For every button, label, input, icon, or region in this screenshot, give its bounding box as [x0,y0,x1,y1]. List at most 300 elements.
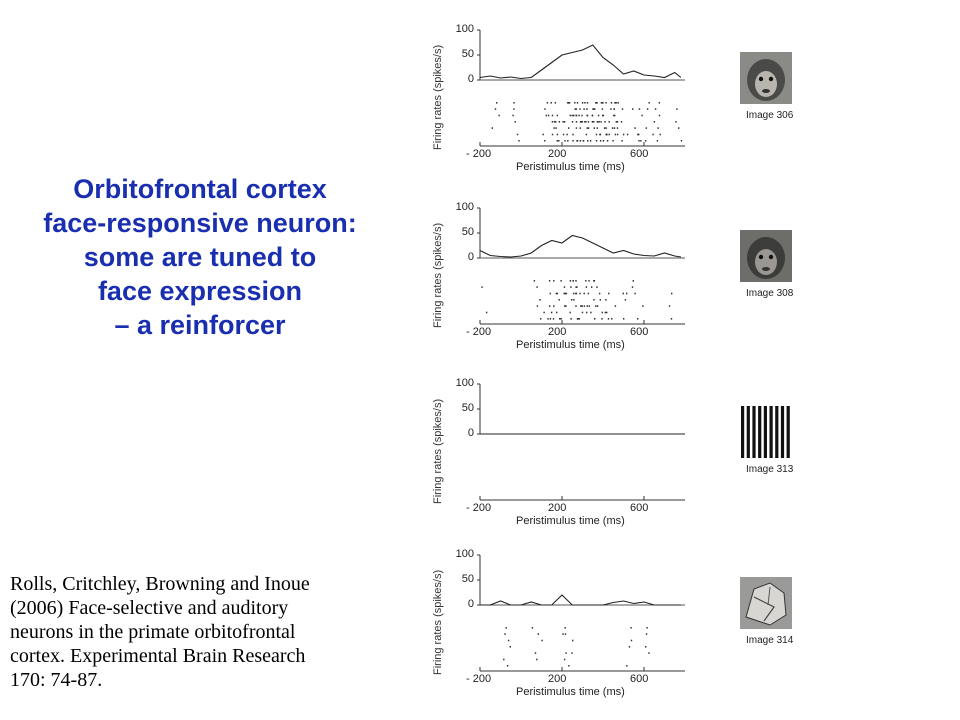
spike-mark [510,646,511,648]
spike-mark [508,640,509,642]
spike-mark [566,293,567,295]
spike-mark [634,293,635,295]
citation-line: 170: 74-87. [10,669,103,691]
spike-mark [577,102,578,104]
x-tick-label: 200 [548,673,567,685]
x-tick-label: - 200 [466,673,492,685]
spike-mark [583,108,584,110]
spike-mark [559,299,560,301]
spike-mark [631,640,632,642]
spike-mark [553,305,554,307]
spike-mark [606,312,607,314]
spike-mark [547,102,548,104]
grating-bar [764,406,767,458]
spike-mark [586,134,587,136]
spike-mark [581,121,582,123]
spike-mark [560,280,561,282]
spike-mark [555,121,556,123]
spike-mark [555,127,556,129]
spike-mark [597,127,598,129]
spike-mark [572,121,573,123]
spike-mark [598,115,599,117]
spike-mark [640,140,641,142]
spike-mark [543,134,544,136]
spike-mark [632,286,633,288]
spike-mark [617,134,618,136]
spike-mark [659,115,660,117]
spike-mark [570,318,571,320]
x-axis-label: Peristimulus time (ms) [516,686,625,698]
spike-mark [621,140,622,142]
spike-mark [616,121,617,123]
spike-mark [641,115,642,117]
spike-mark [614,108,615,110]
spike-mark [583,140,584,142]
spike-mark [626,293,627,295]
spike-mark [580,127,581,129]
spike-mark [669,305,670,307]
x-axis-label: Peristimulus time (ms) [516,339,625,351]
spike-mark [564,286,565,288]
x-tick-label: 600 [630,502,649,514]
spike-mark [540,318,541,320]
spike-mark [534,280,535,282]
stimulus-graphic [740,52,792,104]
spike-mark [535,652,536,654]
spike-raster [503,627,650,667]
y-tick-label: 0 [467,598,474,610]
x-tick-label: - 200 [466,326,492,338]
y-tick-label: 0 [467,73,474,85]
psth-panel [410,543,794,713]
spike-mark [582,305,583,307]
spike-mark [564,121,565,123]
spike-mark [671,318,672,320]
spike-mark [559,318,560,320]
spike-mark [549,280,550,282]
stimulus-caption: Image 306 [746,110,794,121]
spike-mark [602,108,603,110]
spike-mark [576,127,577,129]
spike-mark [575,286,576,288]
spike-mark [585,121,586,123]
spike-mark [572,134,573,136]
spike-mark [562,121,563,123]
spike-mark [654,121,655,123]
spike-mark [649,102,650,104]
spike-mark [605,102,606,104]
spike-mark [571,652,572,654]
spike-mark [615,134,616,136]
spike-mark [603,115,604,117]
eye [759,255,763,259]
x-tick-label: 600 [630,148,649,160]
spike-mark [571,299,572,301]
spike-raster [481,280,672,320]
spike-mark [577,318,578,320]
spike-mark [580,140,581,142]
spike-mark [623,134,624,136]
spike-mark [515,121,516,123]
spike-mark [570,312,571,314]
stimulus-image [740,52,792,104]
spike-mark [589,305,590,307]
spike-mark [565,633,566,635]
spike-mark [590,312,591,314]
spike-mark [592,121,593,123]
spike-mark [573,293,574,295]
spike-mark [634,127,635,129]
spike-mark [587,102,588,104]
spike-mark [646,627,647,629]
spike-mark [503,659,504,661]
grating-bar [787,406,790,458]
spike-mark [596,286,597,288]
spike-mark [579,318,580,320]
spike-mark [569,102,570,104]
spike-mark [611,102,612,104]
spike-mark [546,115,547,117]
spike-mark [600,140,601,142]
spike-mark [582,102,583,104]
spike-mark [602,312,603,314]
spike-mark [573,115,574,117]
spike-mark [548,115,549,117]
citation [10,572,390,692]
spike-mark [585,280,586,282]
firing-rate-line [480,595,681,605]
spike-mark [517,134,518,136]
x-axis-label: Peristimulus time (ms) [516,161,625,173]
grating-bar [741,406,744,458]
spike-mark [647,108,648,110]
spike-mark [646,127,647,129]
spike-mark [604,121,605,123]
spike-mark [538,633,539,635]
spike-mark [557,134,558,136]
spike-mark [536,286,537,288]
spike-mark [603,140,604,142]
spike-raster [492,102,683,142]
spike-mark [492,127,493,129]
spike-mark [550,318,551,320]
spike-mark [536,659,537,661]
spike-mark [659,102,660,104]
psth-panel [410,372,794,542]
spike-mark [572,140,573,142]
spike-mark [595,305,596,307]
spike-mark [576,140,577,142]
spike-mark [597,121,598,123]
spike-mark [605,312,606,314]
spike-mark [570,280,571,282]
spike-mark [598,121,599,123]
spike-mark [565,652,566,654]
eye [769,255,773,259]
eye [769,77,773,81]
spike-mark [652,134,653,136]
spike-mark [601,318,602,320]
spike-mark [556,293,557,295]
spike-mark [593,280,594,282]
spike-mark [555,102,556,104]
spike-mark [576,121,577,123]
spike-mark [612,127,613,129]
spike-mark [594,127,595,129]
stimulus-caption: Image 313 [746,464,794,475]
y-axis-label: Firing rates (spikes/s) [432,44,444,150]
y-axis-label: Firing rates (spikes/s) [432,569,444,675]
spike-mark [552,134,553,136]
spike-mark [568,127,569,129]
spike-mark [671,293,672,295]
citation-line: cortex. Experimental Brain Research [10,645,306,667]
spike-mark [549,305,550,307]
spike-mark [513,108,514,110]
spike-mark [655,108,656,110]
grating-bar [781,406,784,458]
spike-mark [611,318,612,320]
spike-mark [512,115,513,117]
stimulus-graphic [740,577,792,629]
spike-mark [638,134,639,136]
grating-bar [770,406,773,458]
spike-mark [618,102,619,104]
title-line: Orbitofrontal cortex [73,174,327,204]
spike-mark [557,140,558,142]
spike-mark [609,121,610,123]
spike-mark [543,312,544,314]
grating-bar [758,406,761,458]
slide-title [0,172,400,342]
spike-mark [608,318,609,320]
stimulus-image [740,406,792,458]
y-axis-label: Firing rates (spikes/s) [432,222,444,328]
spike-mark [575,108,576,110]
y-tick-label: 0 [467,251,474,263]
spike-mark [564,140,565,142]
y-tick-label: 100 [455,201,474,213]
firing-rate-line [480,45,681,79]
spike-mark [681,140,682,142]
citation-line: Rolls, Critchley, Browning and Inoue [10,573,310,595]
spike-mark [573,280,574,282]
spike-mark [610,108,611,110]
spike-mark [567,140,568,142]
spike-mark [638,140,639,142]
spike-mark [576,293,577,295]
spike-mark [660,134,661,136]
eye [759,77,763,81]
spike-mark [597,305,598,307]
mouth [762,89,770,93]
y-tick-label: 100 [455,23,474,35]
spike-mark [574,102,575,104]
spike-mark [614,127,615,129]
spike-mark [604,127,605,129]
spike-mark [550,293,551,295]
spike-mark [600,121,601,123]
stimulus-graphic [740,406,792,458]
spike-mark [623,293,624,295]
spike-mark [615,305,616,307]
firing-rate-line [480,236,681,258]
spike-mark [609,134,610,136]
spike-mark [481,286,482,288]
spike-mark [584,293,585,295]
stimulus-graphic [740,230,792,282]
spike-mark [586,312,587,314]
stimulus-caption: Image 314 [746,635,794,646]
spike-mark [608,293,609,295]
spike-mark [559,121,560,123]
spike-mark [564,293,565,295]
spike-mark [614,102,615,104]
spike-mark [642,305,643,307]
grating-bar [747,406,750,458]
spike-mark [541,640,542,642]
spike-mark [616,102,617,104]
title-line: some are tuned to [83,242,317,272]
x-axis-label: Peristimulus time (ms) [516,515,625,527]
spike-mark [553,127,554,129]
spike-mark [633,280,634,282]
spike-mark [599,293,600,295]
spike-mark [675,121,676,123]
spike-mark [592,115,593,117]
spike-mark [676,108,677,110]
face-skin [755,249,777,275]
mouth [762,267,770,271]
spike-mark [572,640,573,642]
spike-mark [558,140,559,142]
spike-mark [637,318,638,320]
spike-mark [575,115,576,117]
stimulus-image [740,230,792,282]
spike-mark [594,318,595,320]
spike-mark [630,627,631,629]
spike-mark [578,115,579,117]
x-tick-label: 200 [548,502,567,514]
spike-mark [606,134,607,136]
psth-panel [410,18,794,188]
spike-mark [504,633,505,635]
grating-bar [775,406,778,458]
spike-mark [588,127,589,129]
spike-mark [657,127,658,129]
y-axis-label: Firing rates (spikes/s) [432,398,444,504]
spike-mark [596,140,597,142]
spike-mark [617,121,618,123]
spike-mark [627,134,628,136]
spike-mark [612,140,613,142]
spike-mark [572,115,573,117]
x-tick-label: 200 [548,326,567,338]
spike-mark [570,286,571,288]
spike-mark [596,102,597,104]
grating-bar [752,406,755,458]
x-tick-label: 600 [630,326,649,338]
spike-mark [593,121,594,123]
spike-mark [566,134,567,136]
spike-mark [588,121,589,123]
spike-mark [575,305,576,307]
spike-mark [584,305,585,307]
spike-mark [580,305,581,307]
spike-mark [587,305,588,307]
spike-mark [629,646,630,648]
spike-mark [588,293,589,295]
psth-panel [410,196,794,366]
spike-mark [532,627,533,629]
spike-mark [590,140,591,142]
spike-mark [617,127,618,129]
citation-line: neurons in the primate orbitofrontal [10,621,296,643]
spike-mark [648,652,649,654]
spike-mark [625,299,626,301]
spike-mark [600,134,601,136]
spike-mark [579,108,580,110]
spike-mark [581,115,582,117]
y-tick-label: 0 [467,427,474,439]
spike-mark [582,312,583,314]
spike-mark [556,312,557,314]
spike-mark [568,102,569,104]
spike-mark [518,140,519,142]
spike-mark [645,646,646,648]
spike-mark [568,665,569,667]
spike-mark [557,115,558,117]
title-line: – a reinforcer [114,310,286,340]
face-skin [755,71,777,97]
spike-mark [645,140,646,142]
spike-mark [496,102,497,104]
spike-mark [579,293,580,295]
title-line: face expression [97,276,303,306]
spike-mark [565,627,566,629]
spike-mark [639,108,640,110]
spike-mark [602,102,603,104]
spike-mark [646,633,647,635]
spike-mark [678,127,679,129]
spike-mark [560,318,561,320]
spike-mark [486,312,487,314]
spike-mark [621,121,622,123]
spike-mark [626,665,627,667]
spike-mark [575,280,576,282]
spike-mark [565,305,566,307]
spike-mark [587,140,588,142]
spike-mark [596,134,597,136]
spike-mark [632,108,633,110]
spike-mark [623,318,624,320]
x-tick-label: - 200 [466,502,492,514]
spike-mark [606,127,607,129]
spike-mark [570,115,571,117]
spike-mark [586,108,587,110]
spike-mark [562,633,563,635]
spike-mark [614,115,615,117]
stimulus-caption: Image 308 [746,288,794,299]
spike-mark [544,140,545,142]
spike-mark [657,140,658,142]
stimulus-image [740,577,792,629]
spike-mark [622,108,623,110]
spike-mark [564,659,565,661]
spike-mark [498,115,499,117]
spike-mark [586,286,587,288]
y-tick-label: 100 [455,548,474,560]
